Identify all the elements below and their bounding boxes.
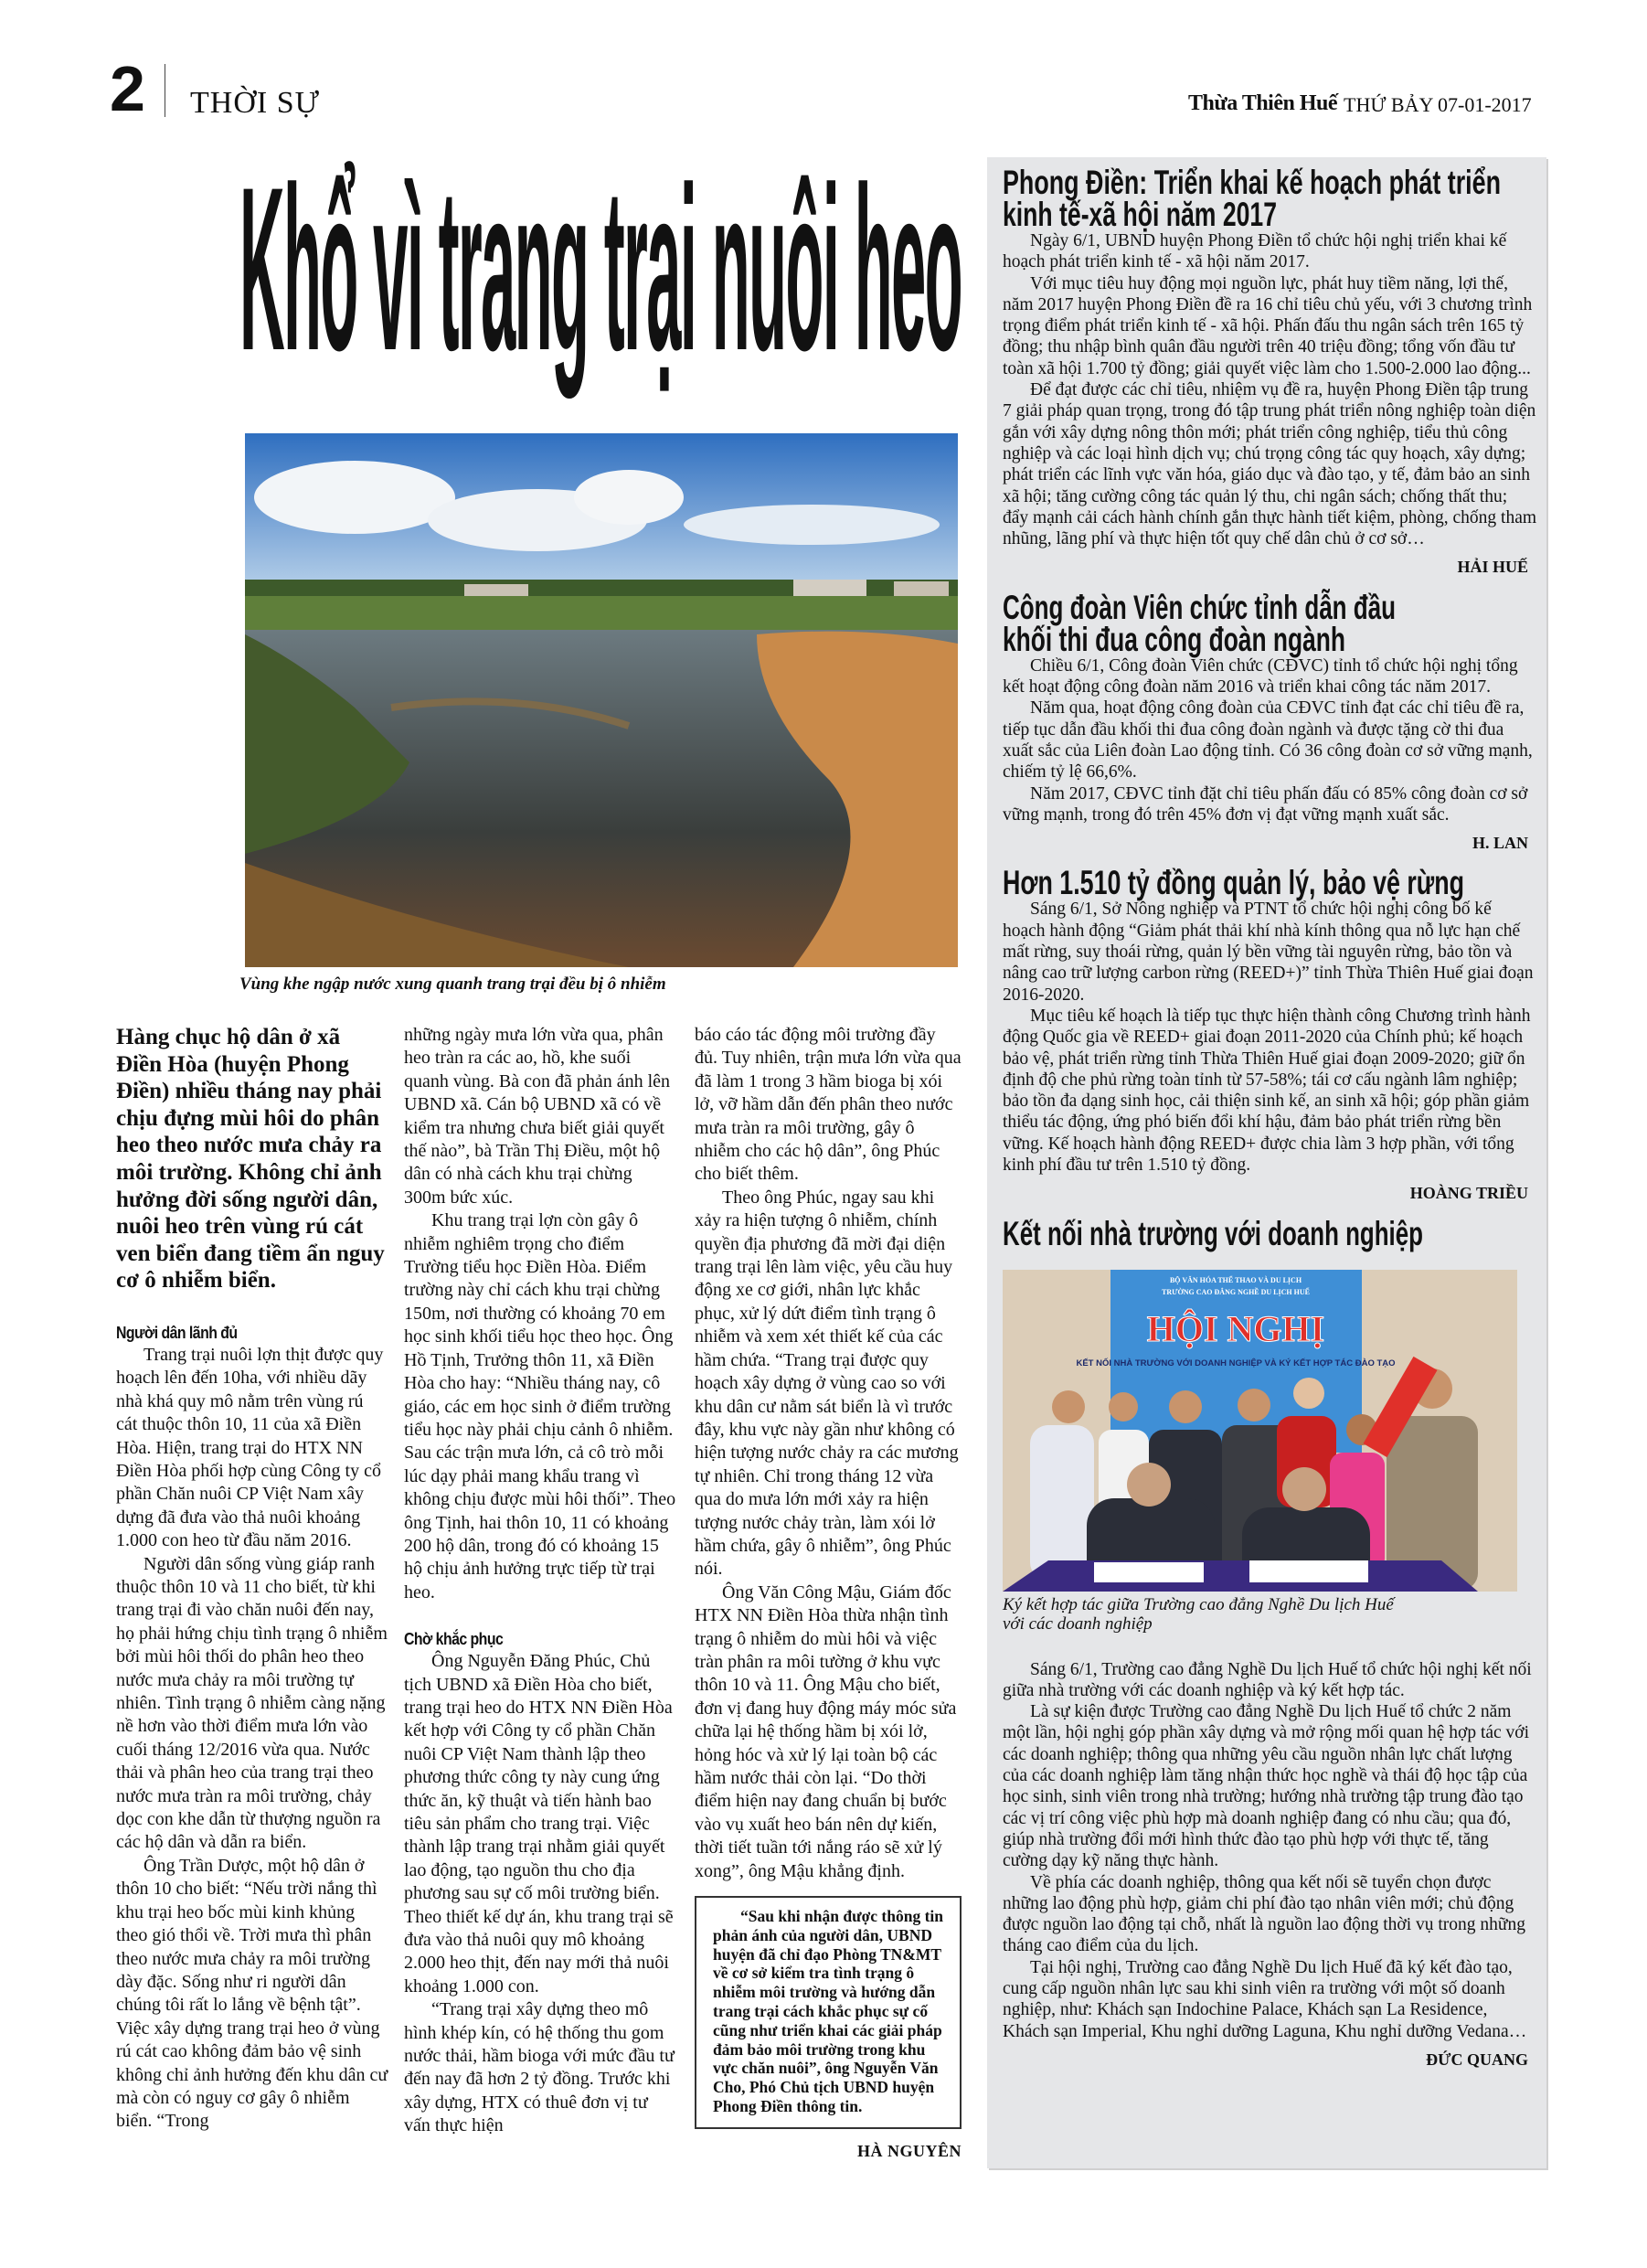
brief-headline: Công đoàn Viên chức tỉnh dẫn đầu <box>1003 588 1396 626</box>
article-column-1 <box>116 1024 388 2134</box>
paragraph: “Trang trại xây dựng theo mô hình khép kín, có hệ thống thu gom nước thải, hầm bioga với mức đầu tư đến nay đã hơn 2 tỷ đồng. Trước khi xây dựng, HTX có thuê đơn vị tư vấn thực hiện <box>404 1999 675 2136</box>
brief-article <box>1003 1214 1537 2071</box>
paragraph: Khu trang trại lợn còn gây ô nhiễm nghiêm trọng cho điểm Trường tiểu học Điền Hòa. Điểm trường này chỉ cách khu trại chừng 150m, nơi thường có khoảng 70 em học sinh khối tiểu học theo học. Ông Hồ Tịnh, Trưởng thôn 11, xã Điền Hòa cho hay: “Nhiều tháng nay, cô giáo, các em học sinh ở điểm trường tiểu học này phải chịu cảnh ô nhiễm. Sau các trận mưa lớn, cả cô trò mỗi lúc dạy phải mang khẩu trang vì không chịu được mùi hôi thối”. Theo ông Tịnh, hai thôn 10, 11 có khoảng 200 hộ dân, trong đó có khoảng 15 hộ chịu ảnh hưởng trực tiếp từ trại heo. <box>404 1210 676 1603</box>
paragraph: Mục tiêu kế hoạch là tiếp tục thực hiện thành công Chương trình hành động Quốc gia về REED+ giai đoạn 2011-2020 của Chính phủ; kế hoạch bảo vệ, phát triển rừng tỉnh Thừa Thiên Huế giai đoạn 2009-2020; giữ ổn định độ che phủ rừng toàn tỉnh từ 57-58%; tái cơ cấu ngành lâm nghiệp; bảo tồn đa dạng sinh học, cải thiện sinh kế, an sinh xã hội; góp phần giảm thiểu tác động, ứng phó biến đổi khí hậu, đảm bảo phát triển rừng bền vững. Kế hoạch hành động REED+ được chia làm 3 hợp phần, với tổng kinh phí đầu tư trên 1.510 tỷ đồng. <box>1003 1006 1531 1175</box>
paragraph: Trang trại nuôi lợn thịt được quy hoạch lên đến 10ha, với nhiều dãy nhà khá quy mô nằm trên vùng rú cát thuộc thôn 10, 11 của xã Điền Hòa. Hiện, trang trại do HTX NN Điền Hòa phối hợp cùng Công ty cổ phần Chăn nuôi CP Việt Nam xây dựng đã đưa vào thả nuôi khoảng 1.000 con heo từ đầu năm 2016. <box>116 1344 384 1551</box>
paragraph: Năm 2017, CĐVC tỉnh đặt chỉ tiêu phấn đấu có 85% công đoàn cơ sở vững mạnh, trong đó trên 45% đơn vị đạt vững mạnh xuất sắc. <box>1003 783 1528 825</box>
flooded-farm-photo <box>245 433 958 967</box>
paragraph: Về phía các doanh nghiệp, thông qua kết nối sẽ tuyển chọn được những lao động phù hợp, giảm chi phí đào tạo nhân viên mới; chủ động được nguồn lao động tại chỗ, nhất là nguồn lao động thời vụ trong những tháng cao điểm của du lịch. <box>1003 1872 1525 1956</box>
issue-date: THỨ BẢY 07-01-2017 <box>1344 93 1532 116</box>
paragraph: Ngày 6/1, UBND huyện Phong Điền tổ chức hội nghị triển khai kế hoạch phát triển kinh tế - xã hội năm 2017. <box>1003 231 1507 272</box>
paragraph: Người dân sống vùng giáp ranh thuộc thôn 10 và 11 cho biết, từ khi trang trại đi vào chăn nuôi đến nay, họ phải hứng chịu tình trạng ô nhiễm bởi mùi hôi thối do phân heo theo nước mưa chảy ra môi trường tự nhiên. Tình trạng ô nhiễm càng nặng nề hơn vào thời điểm mưa lớn vào cuối tháng 12/2016 vừa qua. Nước thải và phân heo của trang trại theo nước mưa tràn ra môi trường, chảy dọc con khe dẫn từ thượng nguồn ra các hộ dân và dẫn ra biển. <box>116 1553 388 1853</box>
banner-title: HỘI NGHỊ <box>1146 1307 1325 1349</box>
brief-headline: Hơn 1.510 tỷ đồng quản lý, bảo vệ rừng <box>1003 864 1464 902</box>
quote-text: “Sau khi nhận được thông tin phản ánh của người dân, UBND huyện đã chỉ đạo Phòng TN&MT về cơ sở kiểm tra tình trạng ô nhiễm môi trường và hướng dẫn trang trại cách khắc phục sự cố cũng như triển khai các giải pháp đảm bảo môi trường trong khu vực chăn nuôi”, ông Nguyễn Văn Cho, Phó Chủ tịch UBND huyện Phong Điền thông tin. <box>713 1907 944 2115</box>
paragraph: Là sự kiện được Trường cao đẳng Nghề Du lịch Huế tổ chức 2 năm một lần, hội nghị góp phần xây dựng và mở rộng mối quan hệ hợp tác với các doanh nghiệp; thông qua những yêu cầu nguồn nhân lực chất lượng của các doanh nghiệp làm tăng nhận thức học nghề và thái độ học tập của học sinh, sinh viên trong nhà trường; hướng nhà trường tập trung đào tạo các vị trí công việc phù hợp mà doanh nghiệp đang có nhu cầu; qua đó, giúp nhà trường đổi mới hình thức đào tạo phù hợp với thực tế, tăng cường dạy kỹ năng thực hành. <box>1003 1702 1530 1871</box>
signing-ceremony-photo <box>1003 1270 1517 1592</box>
author-byline: ĐỨC QUANG <box>1426 2050 1528 2069</box>
brief-article <box>1003 864 1537 1204</box>
main-photo <box>245 433 958 967</box>
author-byline: HẢI HUẾ <box>1457 558 1528 577</box>
paragraph: Ông Trần Dược, một hộ dân ở thôn 10 cho biết: “Nếu trời nắng thì khu trại heo bốc mùi kinh khủng theo gió thổi về. Trời mưa thì phân theo nước mưa chảy ra môi trường dày đặc. Sống như ri người dân chúng tôi rất lo lắng về bệnh tật”. Việc xây dựng trang trại heo ở vùng rú cát cao không đảm bảo vệ sinh không chỉ ảnh hưởng đến khu dân cư mà còn có nguy cơ gây ô nhiễm biển. “Trong <box>116 1855 388 2132</box>
news-brief-sidebar <box>987 157 1546 2168</box>
photo-caption: Ký kết hợp tác giữa Trường cao đẳng Nghề Du lịch Huế với các doanh nghiệp <box>1003 1594 1394 1634</box>
page-number: 2 <box>110 53 145 124</box>
subheading: Chờ khắc phục <box>404 1630 504 1649</box>
brief-article <box>1003 166 1537 579</box>
photo-caption: Vùng khe ngập nước xung quanh trang trại đều bị ô nhiễm <box>239 974 666 994</box>
brief-headline: khối thi đua công đoàn ngành <box>1003 620 1345 658</box>
paragraph: Với mục tiêu huy động mọi nguồn lực, phát huy tiềm năng, lợi thế, năm 2017 huyện Phong Điền đề ra 16 chỉ tiêu chủ yếu, với 3 chương trình trọng điểm phát triển kinh tế - xã hội. Phấn đấu thu ngân sách trên 165 tỷ đồng; thu nhập bình quân đầu người trên 40 triệu đồng; tổng vốn đầu tư toàn xã hội 1.700 tỷ đồng; giải quyết việc làm cho 1.500-2.000 lao động... <box>1003 273 1533 378</box>
main-headline-text: Khổ vì trang trại nuôi heo <box>239 139 962 399</box>
author-byline: H. LAN <box>1472 834 1528 853</box>
paragraph: Ông Văn Công Mậu, Giám đốc HTX NN Điền Hòa thừa nhận tình trạng ô nhiễm do mùi hôi và việc tràn phân ra môi tường ở khu vực thôn 10 và 11. Ông Mậu cho biết, đơn vị đang huy động máy móc sửa chữa lại hệ thống hầm bị xói lở, hỏng hóc và xử lý lại toàn bộ các hầm nước thải còn lại. “Do thời điểm hiện nay đang chuẩn bị bước vào vụ xuất heo bán nên dự kiến, thời tiết tuần tới nắng ráo sẽ xử lý xong”, ông Mậu khẳng định. <box>695 1581 957 1881</box>
article-column-2 <box>404 1024 676 2138</box>
brief-headline: Kết nối nhà trường với doanh nghiệp <box>1003 1214 1423 1252</box>
author-byline: HÀ NGUYÊN <box>856 2141 962 2160</box>
paragraph: Để đạt được các chỉ tiêu, nhiệm vụ đề ra, huyện Phong Điền tập trung 7 giải pháp quan trọng, trong đó tập trung phát triển nông nghiệp toàn diện gắn với xây dựng nông thôn mới; phát triển công nghiệp, tiểu thủ công nghiệp và các loại hình dịch vụ; chú trọng công tác quy hoạch, xây dựng; phát triển các lĩnh vực văn hóa, giáo dục và đào tạo, y tế, đảm bảo an sinh xã hội; tăng cường công tác quản lý thu, chi ngân sách; chống thất thu; đẩy mạnh cải cách hành chính gắn thực hành tiết kiệm, phòng, chống tham nhũng, lãng phí và thực hiện tốt quy chế dân chủ ở cơ sở… <box>1003 380 1537 549</box>
paragraph: Tại hội nghị, Trường cao đẳng Nghề Du lịch Huế đã ký kết đào tạo, cung cấp nguồn nhân lực sau khi sinh viên ra trường với một số doanh nghiệp, như: Khách sạn Indochine Palace, Khách sạn La Residence, Khách sạn Imperial, Khu nghỉ dưỡng Laguna, Khu nghỉ dưỡng Vedana… <box>1003 1957 1527 2041</box>
banner-line-2: TRƯỜNG CAO ĐẲNG NGHỀ DU LỊCH HUẾ <box>1162 1287 1310 1296</box>
section-name: THỜI SỰ <box>190 86 320 120</box>
banner-line-1: BỘ VĂN HÓA THỂ THAO VÀ DU LỊCH <box>1169 1275 1302 1284</box>
subheading: Người dân lãnh đủ <box>116 1323 238 1342</box>
main-headline <box>239 139 962 399</box>
author-byline: HOÀNG TRIỀU <box>1409 1184 1528 1203</box>
paragraph: Sáng 6/1, Sở Nông nghiệp và PTNT tổ chức hội nghị công bố kế hoạch hành động “Giảm phát thải khí nhà kính thông qua nỗ lực hạn chế mất rừng, suy thoái rừng, quản lý bền vững tài nguyên rừng, bảo tồn và nâng cao trữ lượng carbon rừng (REED+)” tỉnh Thừa Thiên Huế giai đoạn 2016-2020. <box>1003 900 1534 1005</box>
paragraph: Ông Nguyễn Đăng Phúc, Chủ tịch UBND xã Điền Hòa cho biết, trang trại heo do HTX NN Điền Hòa kết hợp với Công ty cổ phần Chăn nuôi CP Việt Nam thành lập theo phương thức công ty này cung ứng thức ăn, kỹ thuật và tiến hành bao tiêu sản phẩm cho trang trại. Việc thành lập trang trại nhằm giải quyết lao động, tạo nguồn thu cho địa phương sau sự cố môi trường biển. Theo thiết kế dự án, khu trang trại sẽ đưa vào thả nuôi quy mô khoảng 2.000 heo thịt, đến nay mới thả nuôi khoảng 1.000 con. <box>404 1651 674 1996</box>
paragraph: Sáng 6/1, Trường cao đẳng Nghề Du lịch Huế tổ chức hội nghị kết nối giữa nhà trường với các doanh nghiệp và ký kết hợp tác. <box>1003 1659 1532 1700</box>
signing-photo-graphic <box>1003 1270 1517 1592</box>
paragraph: Năm qua, hoạt động công đoàn của CĐVC tỉnh đạt các chỉ tiêu đề ra, tiếp tục dẫn đầu khối thi đua công đoàn ngành và được tặng cờ thi đua xuất sắc của Liên đoàn Lao động tỉnh. Có 36 công đoàn cơ sở vững mạnh, chiếm tỷ lệ 66,6%. <box>1003 698 1533 783</box>
paragraph: báo cáo tác động môi trường đầy đủ. Tuy nhiên, trận mưa lớn vừa qua đã làm 1 trong 3 hầm bioga bị xói lở, vỡ hầm dẫn đến phân theo nước mưa tràn ra môi trường, gây ô nhiễm cho các hộ dân”, ông Phúc cho biết thêm. <box>695 1025 962 1185</box>
paragraph: những ngày mưa lớn vừa qua, phân heo tràn ra các ao, hồ, khe suối quanh vùng. Bà con đã phản ánh lên UBND xã. Cán bộ UBND xã có về kiểm tra nhưng chưa biết giải quyết thế nào”, bà Trần Thị Điều, một hộ dân có nhà cách khu trại chừng 300m bức xúc. <box>404 1025 671 1208</box>
newspaper-name: Thừa Thiên Huế <box>1188 91 1338 115</box>
paragraph: Chiều 6/1, Công đoàn Viên chức (CĐVC) tỉnh tổ chức hội nghị tổng kết hoạt động công đoàn năm 2016 và triển khai công tác năm 2017. <box>1003 655 1518 697</box>
article-lead: Hàng chục hộ dân ở xã Điền Hòa (huyện Phong Điền) nhiều tháng nay phải chịu đựng mùi hôi do phân heo theo nước mưa chảy ra môi trường. Không chỉ ảnh hưởng đời sống người dân, nuôi heo trên vùng rú cát ven biển đang tiềm ẩn nguy cơ ô nhiễm biển. <box>116 1025 385 1294</box>
brief-headline: kinh tế-xã hội năm 2017 <box>1003 196 1277 233</box>
brief-headline: Phong Điền: Triển khai kế hoạch phát triển <box>1003 164 1501 201</box>
article-column-3 <box>695 1024 962 2163</box>
paragraph: Theo ông Phúc, ngay sau khi xảy ra hiện tượng ô nhiễm, chính quyền địa phương đã mời đại diện trang trại lên làm việc, yêu cầu huy động xe cơ giới, nhân lực khắc phục, xử lý dứt điểm tình trạng ô nhiễm và xem xét thiết kế của các hầm chứa. “Trang trại được quy hoạch xây dựng ở vùng cao so với khu dân cư nằm sát biển là vì trước đây, khu vực này gần như không có hiện tượng nước chảy ra các mương tự nhiên. Chỉ trong tháng 12 vừa qua do mưa lớn mới xảy ra hiện tượng nước chảy tràn, làm xói lở hầm chứa, gây ô nhiễm”, ông Phúc nói. <box>695 1187 959 1580</box>
brief-article <box>1003 588 1537 855</box>
banner-line-3: KẾT NỐI NHÀ TRƯỜNG VỚI DOANH NGHIỆP VÀ KÝ KẾT HỢP TÁC ĐÀO TẠO <box>1076 1358 1396 1368</box>
quote-box <box>695 1896 962 2129</box>
